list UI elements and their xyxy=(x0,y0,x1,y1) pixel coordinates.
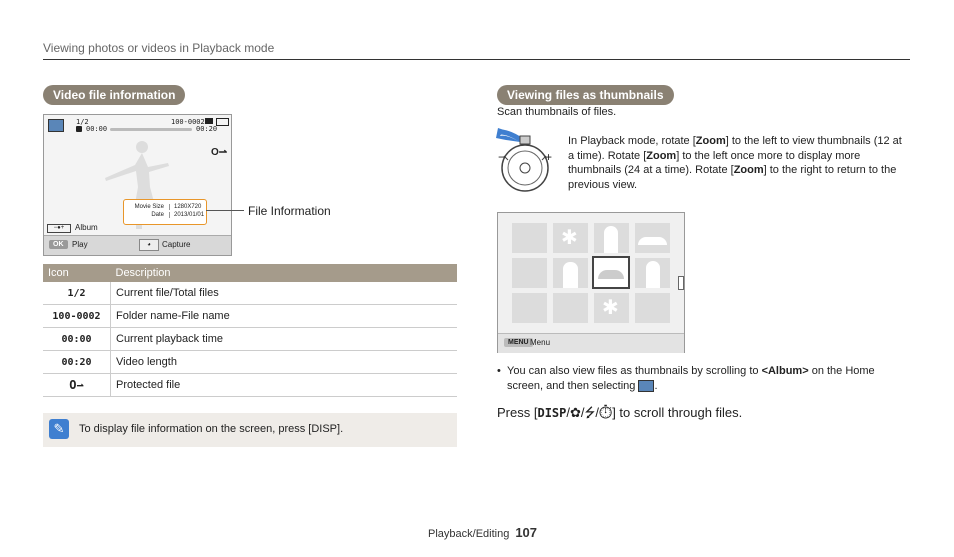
key-icon: O⇀ xyxy=(69,378,84,392)
screen-counter: 1/2 xyxy=(76,118,89,126)
table-row xyxy=(43,374,457,397)
thumbnail-instructions xyxy=(568,134,910,192)
key-icon: O⇀ xyxy=(211,147,228,158)
macro-icon: ✿ xyxy=(570,405,581,420)
menu-label: Menu xyxy=(530,338,551,347)
camera-screen-video xyxy=(43,114,232,256)
file-info-box xyxy=(123,199,207,225)
thumbnail xyxy=(553,293,588,323)
thumbnail-screen-bottom-bar xyxy=(498,333,684,353)
bullet-icon: • xyxy=(497,365,501,377)
flash-icon: ⭍ xyxy=(584,405,596,420)
bullet-part: You can also view files as thumbnails by scrolling to xyxy=(507,365,762,377)
info-date-value: 2013/01/01 xyxy=(174,212,205,218)
table-desc-cell: Current file/Total files xyxy=(111,282,458,305)
stop-icon xyxy=(76,126,82,132)
note-box xyxy=(43,413,457,447)
para-part: In Playback mode, rotate [ xyxy=(568,135,696,147)
file-information-callout: File Information xyxy=(248,204,331,218)
para-part: ] to the right to return to the previous view. xyxy=(568,164,897,191)
header-divider xyxy=(43,59,910,60)
bullet-note xyxy=(497,364,897,393)
table-header-description: Description xyxy=(111,264,458,282)
thumbnail-screen xyxy=(497,212,685,353)
zoom-keyword: Zoom xyxy=(646,149,677,162)
press-part: / xyxy=(580,405,585,420)
thumbnail: ✱ xyxy=(594,293,629,323)
table-desc-cell: Video length xyxy=(111,351,458,374)
thumbnail xyxy=(635,258,670,288)
thumbnail xyxy=(635,223,670,253)
thumbnail-selected xyxy=(592,256,630,289)
footer-label: Playback/Editing xyxy=(428,528,510,540)
table-icon-cell: 00:00 xyxy=(43,328,111,351)
note-text: To display file information on the screen, press [DISP]. xyxy=(79,423,344,435)
thumbnail xyxy=(512,223,547,253)
capture-label: Capture xyxy=(162,240,191,249)
table-desc-cell: Current playback time xyxy=(111,328,458,351)
table-icon-cell: 100-0002 xyxy=(43,305,111,328)
shutter-icon: ◕ xyxy=(139,239,159,251)
info-size-value: 1280X720 xyxy=(174,204,202,210)
table-row xyxy=(43,351,457,374)
album-keyword: <Album> xyxy=(761,365,809,377)
callout-line xyxy=(206,210,244,211)
screen-bottom-bar xyxy=(44,235,231,256)
photo-icon xyxy=(638,380,654,392)
press-part: / xyxy=(566,405,570,420)
zoom-keyword: Zoom xyxy=(733,164,764,176)
icon-description-table xyxy=(43,264,457,397)
note-pencil-icon: ✎ xyxy=(49,419,69,439)
bullet-part: . xyxy=(654,379,658,392)
thumbnail: ✱ xyxy=(553,223,588,253)
press-part: Press [ xyxy=(497,405,538,420)
table-header-icon: Icon xyxy=(43,264,111,282)
photo-icon xyxy=(48,119,64,132)
table-desc-cell: Folder name-File name xyxy=(111,305,458,328)
album-label: Album xyxy=(75,223,98,232)
playback-progress-bar xyxy=(110,128,192,131)
thumbnail xyxy=(635,293,670,323)
battery-icon xyxy=(216,118,229,126)
video-icon xyxy=(205,118,213,124)
info-size-label: Movie Size xyxy=(124,204,170,210)
section-title-thumbnails: Viewing files as thumbnails xyxy=(497,85,674,105)
table-row xyxy=(43,282,457,305)
page-footer xyxy=(428,525,537,540)
press-part: ] to scroll through files. xyxy=(612,405,743,420)
screen-folder-file: 100-0002 xyxy=(171,118,205,126)
info-date-label: Date xyxy=(124,212,170,218)
ok-button-tag: OK xyxy=(49,240,68,249)
thumbnail xyxy=(553,258,588,288)
dial-minus-label: − xyxy=(498,150,506,164)
dial-plus-label: + xyxy=(545,150,553,164)
table-desc-cell: Protected file xyxy=(111,374,458,397)
thumbnails-subtitle: Scan thumbnails of files. xyxy=(497,106,617,118)
press-part: / xyxy=(595,405,599,420)
scroll-instruction xyxy=(497,404,742,426)
play-label: Play xyxy=(72,240,88,249)
screen-time-current: 00:00 xyxy=(86,125,108,133)
scrollbar-handle[interactable] xyxy=(678,276,684,290)
page-header-title: Viewing photos or videos in Playback mode xyxy=(43,41,275,55)
table-icon-cell: 1/2 xyxy=(43,282,111,305)
para-part: ] to the left once more to display more thumbnails (24 at a time). Rotate [ xyxy=(568,149,861,176)
menu-button-tag: MENU xyxy=(504,338,533,347)
zoom-lever-icon: −●+ xyxy=(47,224,71,233)
table-icon-cell: 00:20 xyxy=(43,351,111,374)
zoom-keyword: Zoom xyxy=(695,135,726,147)
page-number: 107 xyxy=(515,525,538,540)
bullet-part: on the Home screen, and then selecting xyxy=(507,365,875,392)
table-row xyxy=(43,305,457,328)
section-title-video-info: Video file information xyxy=(43,85,185,105)
timer-icon: ⏱ xyxy=(599,405,613,420)
thumbnail xyxy=(512,258,547,288)
disp-keyword: DISP xyxy=(537,406,567,420)
screen-time-total: 00:20 xyxy=(196,125,218,133)
thumbnail xyxy=(512,293,547,323)
para-part: ] to the left to view thumbnails (12 at a time). Rotate [ xyxy=(568,135,902,162)
thumbnail xyxy=(594,223,629,253)
table-row xyxy=(43,328,457,351)
